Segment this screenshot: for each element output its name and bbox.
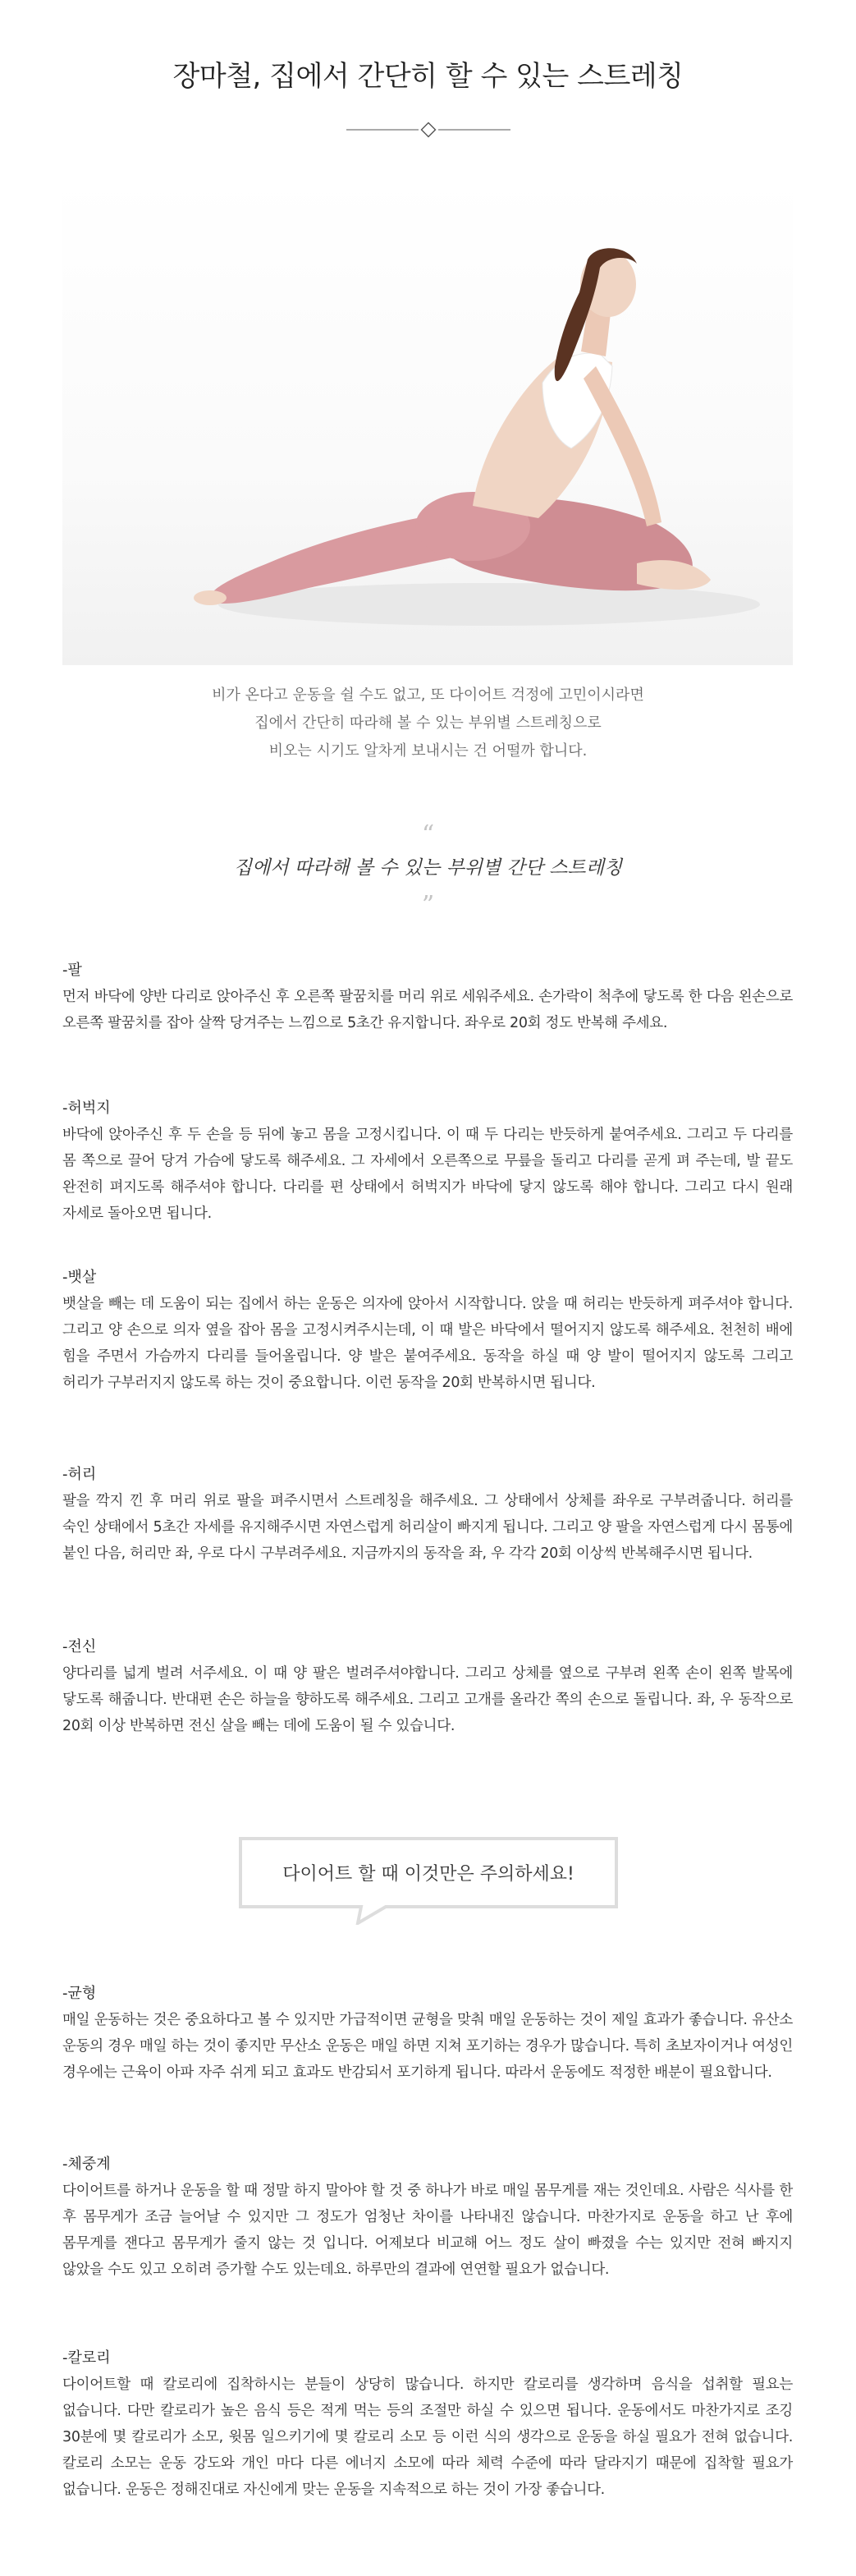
caution-callout: [238, 1836, 619, 1925]
arm: [584, 366, 661, 526]
stretch-full-body: [62, 1634, 793, 1739]
section-heading: -칼로리: [62, 2349, 111, 2367]
section-heading: -팔: [62, 962, 82, 979]
page-title: 장마철, 집에서 간단히 할 수 있는 스트레칭: [172, 59, 684, 93]
open-quote-mark: “: [421, 820, 435, 849]
section-body: 뱃살을 빼는 데 도움이 되는 집에서 하는 운동은 의자에 앉아서 시작합니다. 앉을 때 허리는 반듯하게 펴주셔야 합니다. 그리고 양 손으로 의자 옆을 잡아 몸을 고정시켜주시는데, 이 때 발은 바닥에서 떨어지지 않도록 해주세요. 천천히 배에 힘을 주면서 가슴까지 다리를 들어올립니다. 양 발은 붙여주세요. 동작을 하실 때 양 발이 떨어지지 않도록 그리고 허리가 구부러지지 않도록 하는 것이 중요합니다. 이런 동작을 20회 반복하시면 됩니다.: [62, 1296, 793, 1391]
section-body: 팔을 깍지 낀 후 머리 위로 팔을 펴주시면서 스트레칭을 해주세요. 그 상태에서 상체를 좌우로 구부려줍니다. 허리를 숙인 상태에서 5초간 자세를 유지해주시면 자연스럽게 허리살이 빠지게 됩니다. 그리고 양 팔을 자연스럽게 다시 몸통에 붙인 다음, 허리만 좌, 우로 다시 구부려주세요. 지금까지의 동작을 좌, 우 각각 20회 이상씩 반복해주시면 됩니다.: [62, 1493, 793, 1562]
stretch-belly: [62, 1265, 793, 1396]
stretch-thigh: [62, 1095, 793, 1227]
intro-line: 비오는 시기도 알차게 보내시는 건 어떨까 합니다.: [268, 742, 588, 760]
stretch-arm: [62, 957, 793, 1036]
caution-balance: [62, 1981, 793, 2086]
close-quote-mark: ”: [421, 891, 435, 920]
caution-calories: [62, 2345, 793, 2503]
caution-scale: [62, 2151, 793, 2283]
title-divider: [346, 122, 510, 138]
quote-text: 집에서 따라해 볼 수 있는 부위별 간단 스트레칭: [233, 857, 623, 879]
section-heading: -전신: [62, 1638, 97, 1655]
stretch-waist: [62, 1462, 793, 1567]
section-heading: -체중계: [62, 2156, 111, 2173]
section-body: 다이어트할 때 칼로리에 집착하시는 분들이 상당히 많습니다. 하지만 칼로리를 생각하며 음식을 섭취할 필요는 없습니다. 다만 칼로리가 높은 음식 등은 적게 먹는 등의 조절만 하실 수 있으면 됩니다. 운동에서도 마찬가지로 조깅 30분에 몇 칼로리가 소모, 윗몸 일으키기에 몇 칼로리 소모 등 이런 식의 생각으로 운동을 하실 필요가 전혀 없습니다. 칼로리 소모는 운동 강도와 개인 마다 다른 에너지 소모에 따라 체력 수준에 따라 달라지기 때문에 집착할 필요가 없습니다. 운동은 정해진대로 자신에게 맞는 운동을 지속적으로 하는 것이 가장 좋습니다.: [62, 2376, 793, 2498]
callout-text: 다이어트 할 때 이것만은 주의하세요!: [282, 1864, 574, 1885]
section-body: 먼저 바닥에 양반 다리로 앉아주신 후 오른쪽 팔꿈치를 머리 위로 세워주세요. 손가락이 척추에 닿도록 한 다음 왼손으로 오른쪽 팔꿈치를 잡아 살짝 당겨주는 느낌으로 5초간 유지합니다. 좌우로 20회 정도 반복해 주세요.: [62, 989, 793, 1031]
section-heading: -허벅지: [62, 1100, 111, 1117]
hero-photo: [62, 177, 793, 665]
intro-text: [0, 682, 856, 765]
intro-line: 비가 온다고 운동을 쉴 수도 없고, 또 다이어트 걱정에 고민이시라면: [212, 686, 644, 704]
pull-quote: [0, 820, 856, 920]
section-body: 양다리를 넓게 벌려 서주세요. 이 때 양 팔은 벌려주셔야합니다. 그리고 상체를 옆으로 구부려 왼쪽 손이 왼쪽 발목에 닿도록 해줍니다. 반대편 손은 하늘을 향하도록 해주세요. 그리고 고개를 올라간 쪽의 손으로 돌립니다. 좌, 우 동작으로 20회 이상 반복하면 전신 살을 빼는 데에 도움이 될 수 있습니다.: [62, 1665, 793, 1734]
section-body: 매일 운동하는 것은 중요하다고 볼 수 있지만 가급적이면 균형을 맞춰 매일 운동하는 것이 제일 효과가 좋습니다. 유산소 운동의 경우 매일 하는 것이 좋지만 무산소 운동은 매일 하면 지쳐 포기하는 경우가 많습니다. 특히 초보자이거나 여성인 경우에는 근육이 아파 자주 쉬게 되고 효과도 반감되서 포기하게 됩니다. 따라서 운동에도 적정한 배분이 필요합니다.: [62, 2012, 793, 2081]
section-heading: -허리: [62, 1466, 97, 1483]
section-heading: -균형: [62, 1985, 97, 2002]
intro-line: 집에서 간단히 따라해 볼 수 있는 부위별 스트레칭으로: [254, 714, 602, 732]
section-body: 다이어트를 하거나 운동을 할 때 정말 하지 말아야 할 것 중 하나가 바로 매일 몸무게를 재는 것인데요. 사람은 식사를 한 후 몸무게가 조금 늘어날 수 있지만 그 정도가 엄청난 차이를 나타내진 않습니다. 마찬가지로 운동을 하고 난 후에 몸무게를 잰다고 몸무게가 줄지 않는 것 입니다. 어제보다 비교해 어느 정도 살이 빠졌을 수는 있지만 전혀 빠지지 않았을 수도 있고 오히려 증가할 수도 있는데요. 하루만의 결과에 연연할 필요가 없습니다.: [62, 2183, 793, 2278]
section-heading: -뱃살: [62, 1269, 97, 1286]
section-body: 바닥에 앉아주신 후 두 손을 등 뒤에 놓고 몸을 고정시킵니다. 이 때 두 다리는 반듯하게 붙여주세요. 그리고 두 다리를 몸 쪽으로 끌어 당겨 가슴에 닿도록 해주세요. 그 자세에서 오른쪽으로 무릎을 돌리고 다리를 곧게 펴 주는데, 발 끝도 완전히 펴지도록 해주셔야 합니다. 다리를 편 상태에서 허벅지가 바닥에 닿지 않도록 해야 합니다. 그리고 다시 원래 자세로 돌아오면 됩니다.: [62, 1127, 793, 1222]
